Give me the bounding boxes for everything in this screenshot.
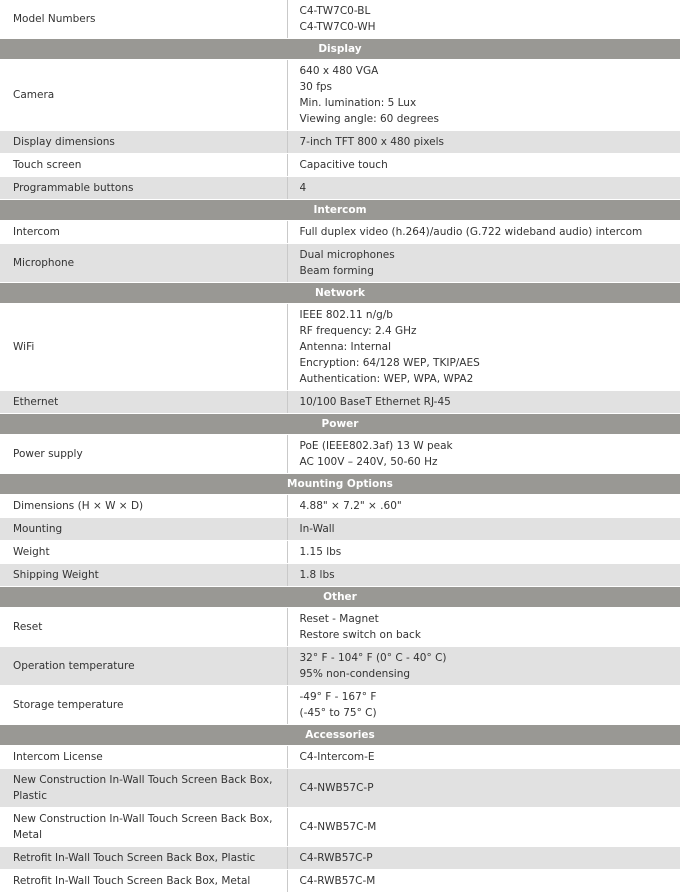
spec-row: [0, 177, 680, 200]
spec-label: Camera: [0, 60, 287, 131]
spec-row: [0, 221, 680, 244]
spec-label: Display dimensions: [0, 131, 287, 154]
spec-value: [287, 0, 680, 39]
spec-label: New Construction In-Wall Touch Screen Back Box, Plastic: [0, 769, 287, 808]
spec-value-line: Reset - Magnet: [299, 613, 379, 625]
spec-row: [0, 244, 680, 283]
spec-label: Shipping Weight: [0, 564, 287, 587]
section-title: Other: [0, 587, 680, 608]
spec-label: Touch screen: [0, 154, 287, 177]
spec-value: [287, 391, 680, 414]
spec-row: [0, 435, 680, 474]
spec-value-line: Authentication: WEP, WPA, WPA2: [299, 373, 474, 385]
spec-label: Mounting: [0, 518, 287, 541]
spec-label: Intercom License: [0, 746, 287, 769]
spec-value-line: 32° F - 104° F (0° C - 40° C): [299, 652, 447, 664]
spec-value-line: Restore switch on back: [299, 629, 421, 641]
section-title: Mounting Options: [0, 474, 680, 495]
spec-value-line: IEEE 802.11 n/g/b: [299, 309, 393, 321]
spec-value: [287, 541, 680, 564]
spec-row: [0, 304, 680, 391]
spec-label: Model Numbers: [0, 0, 287, 39]
spec-value-line: 30 fps: [299, 81, 333, 93]
spec-value-line: Beam forming: [299, 265, 374, 277]
spec-label: Storage temperature: [0, 686, 287, 725]
spec-value-line: Min. lumination: 5 Lux: [299, 97, 417, 109]
spec-value: [287, 177, 680, 200]
spec-value-line: Dual microphones: [299, 249, 395, 261]
spec-value-line: 1.8 lbs: [299, 569, 335, 581]
spec-row: [0, 808, 680, 847]
section-title: Power: [0, 414, 680, 435]
spec-value: [287, 608, 680, 647]
spec-row: [0, 391, 680, 414]
spec-label: WiFi: [0, 304, 287, 391]
spec-row: [0, 0, 680, 39]
spec-value: [287, 808, 680, 847]
spec-row: [0, 495, 680, 518]
spec-value: [287, 564, 680, 587]
spec-value-line: Full duplex video (h.264)/audio (G.722 wideband audio) intercom: [299, 226, 643, 238]
spec-value: [287, 769, 680, 808]
spec-value-line: 4: [299, 182, 307, 194]
spec-value-line: C4-NWB57C-P: [299, 782, 374, 794]
spec-label: Reset: [0, 608, 287, 647]
spec-value-line: 640 x 480 VGA: [299, 65, 379, 77]
spec-label: Ethernet: [0, 391, 287, 414]
spec-row: [0, 847, 680, 870]
spec-label: Retrofit In-Wall Touch Screen Back Box, Plastic: [0, 847, 287, 870]
spec-value: [287, 746, 680, 769]
spec-value-line: AC 100V – 240V, 50-60 Hz: [299, 456, 438, 468]
spec-value-line: 1.15 lbs: [299, 546, 342, 558]
spec-row: [0, 608, 680, 647]
spec-value: [287, 221, 680, 244]
spec-label: Retrofit In-Wall Touch Screen Back Box, Metal: [0, 870, 287, 893]
spec-value-line: Capacitive touch: [299, 159, 388, 171]
spec-value-line: 7-inch TFT 800 x 480 pixels: [299, 136, 444, 148]
section-header: [0, 200, 680, 221]
spec-value-line: C4-RWB57C-M: [299, 875, 376, 887]
spec-value: [287, 495, 680, 518]
section-header: [0, 587, 680, 608]
spec-label: Intercom: [0, 221, 287, 244]
section-header: [0, 474, 680, 495]
spec-value: [287, 304, 680, 391]
spec-value-line: Encryption: 64/128 WEP, TKIP/AES: [299, 357, 480, 369]
spec-value-line: C4-TW7C0-BL: [299, 5, 371, 17]
section-title: Network: [0, 283, 680, 304]
spec-value: [287, 60, 680, 131]
spec-value-line: In-Wall: [299, 523, 335, 535]
spec-label: Operation temperature: [0, 647, 287, 686]
spec-row: [0, 746, 680, 769]
spec-value-line: C4-NWB57C-M: [299, 821, 377, 833]
spec-row: [0, 686, 680, 725]
section-title: Intercom: [0, 200, 680, 221]
spec-value-line: -49° F - 167° F: [299, 691, 377, 703]
section-header: [0, 39, 680, 60]
spec-label: Microphone: [0, 244, 287, 283]
spec-row: [0, 647, 680, 686]
section-header: [0, 725, 680, 746]
spec-value-line: C4-Intercom-E: [299, 751, 375, 763]
spec-label: Weight: [0, 541, 287, 564]
spec-row: [0, 564, 680, 587]
section-header: [0, 414, 680, 435]
spec-row: [0, 60, 680, 131]
spec-value-line: Antenna: Internal: [299, 341, 392, 353]
section-title: Display: [0, 39, 680, 60]
spec-row: [0, 131, 680, 154]
spec-value-line: (-45° to 75° C): [299, 707, 377, 719]
spec-value: [287, 870, 680, 893]
spec-row: [0, 518, 680, 541]
spec-value: [287, 518, 680, 541]
spec-row: [0, 870, 680, 893]
spec-value: [287, 847, 680, 870]
spec-row: [0, 154, 680, 177]
spec-value-line: RF frequency: 2.4 GHz: [299, 325, 417, 337]
spec-value: [287, 647, 680, 686]
spec-label: Programmable buttons: [0, 177, 287, 200]
spec-value-line: C4-RWB57C-P: [299, 852, 373, 864]
spec-label: Dimensions (H × W × D): [0, 495, 287, 518]
spec-value-line: 4.88" × 7.2" × .60": [299, 500, 402, 512]
spec-value: [287, 154, 680, 177]
spec-value-line: 95% non-condensing: [299, 668, 411, 680]
section-title: Accessories: [0, 725, 680, 746]
spec-value-line: PoE (IEEE802.3af) 13 W peak: [299, 440, 453, 452]
spec-value: [287, 435, 680, 474]
spec-value: [287, 131, 680, 154]
spec-row: [0, 541, 680, 564]
spec-value: [287, 244, 680, 283]
spec-value-line: 10/100 BaseT Ethernet RJ-45: [299, 396, 451, 408]
spec-label: New Construction In-Wall Touch Screen Back Box, Metal: [0, 808, 287, 847]
spec-value: [287, 686, 680, 725]
spec-row: [0, 769, 680, 808]
spec-value-line: Viewing angle: 60 degrees: [299, 113, 439, 125]
section-header: [0, 283, 680, 304]
spec-label: Power supply: [0, 435, 287, 474]
spec-value-line: C4-TW7C0-WH: [299, 21, 376, 33]
